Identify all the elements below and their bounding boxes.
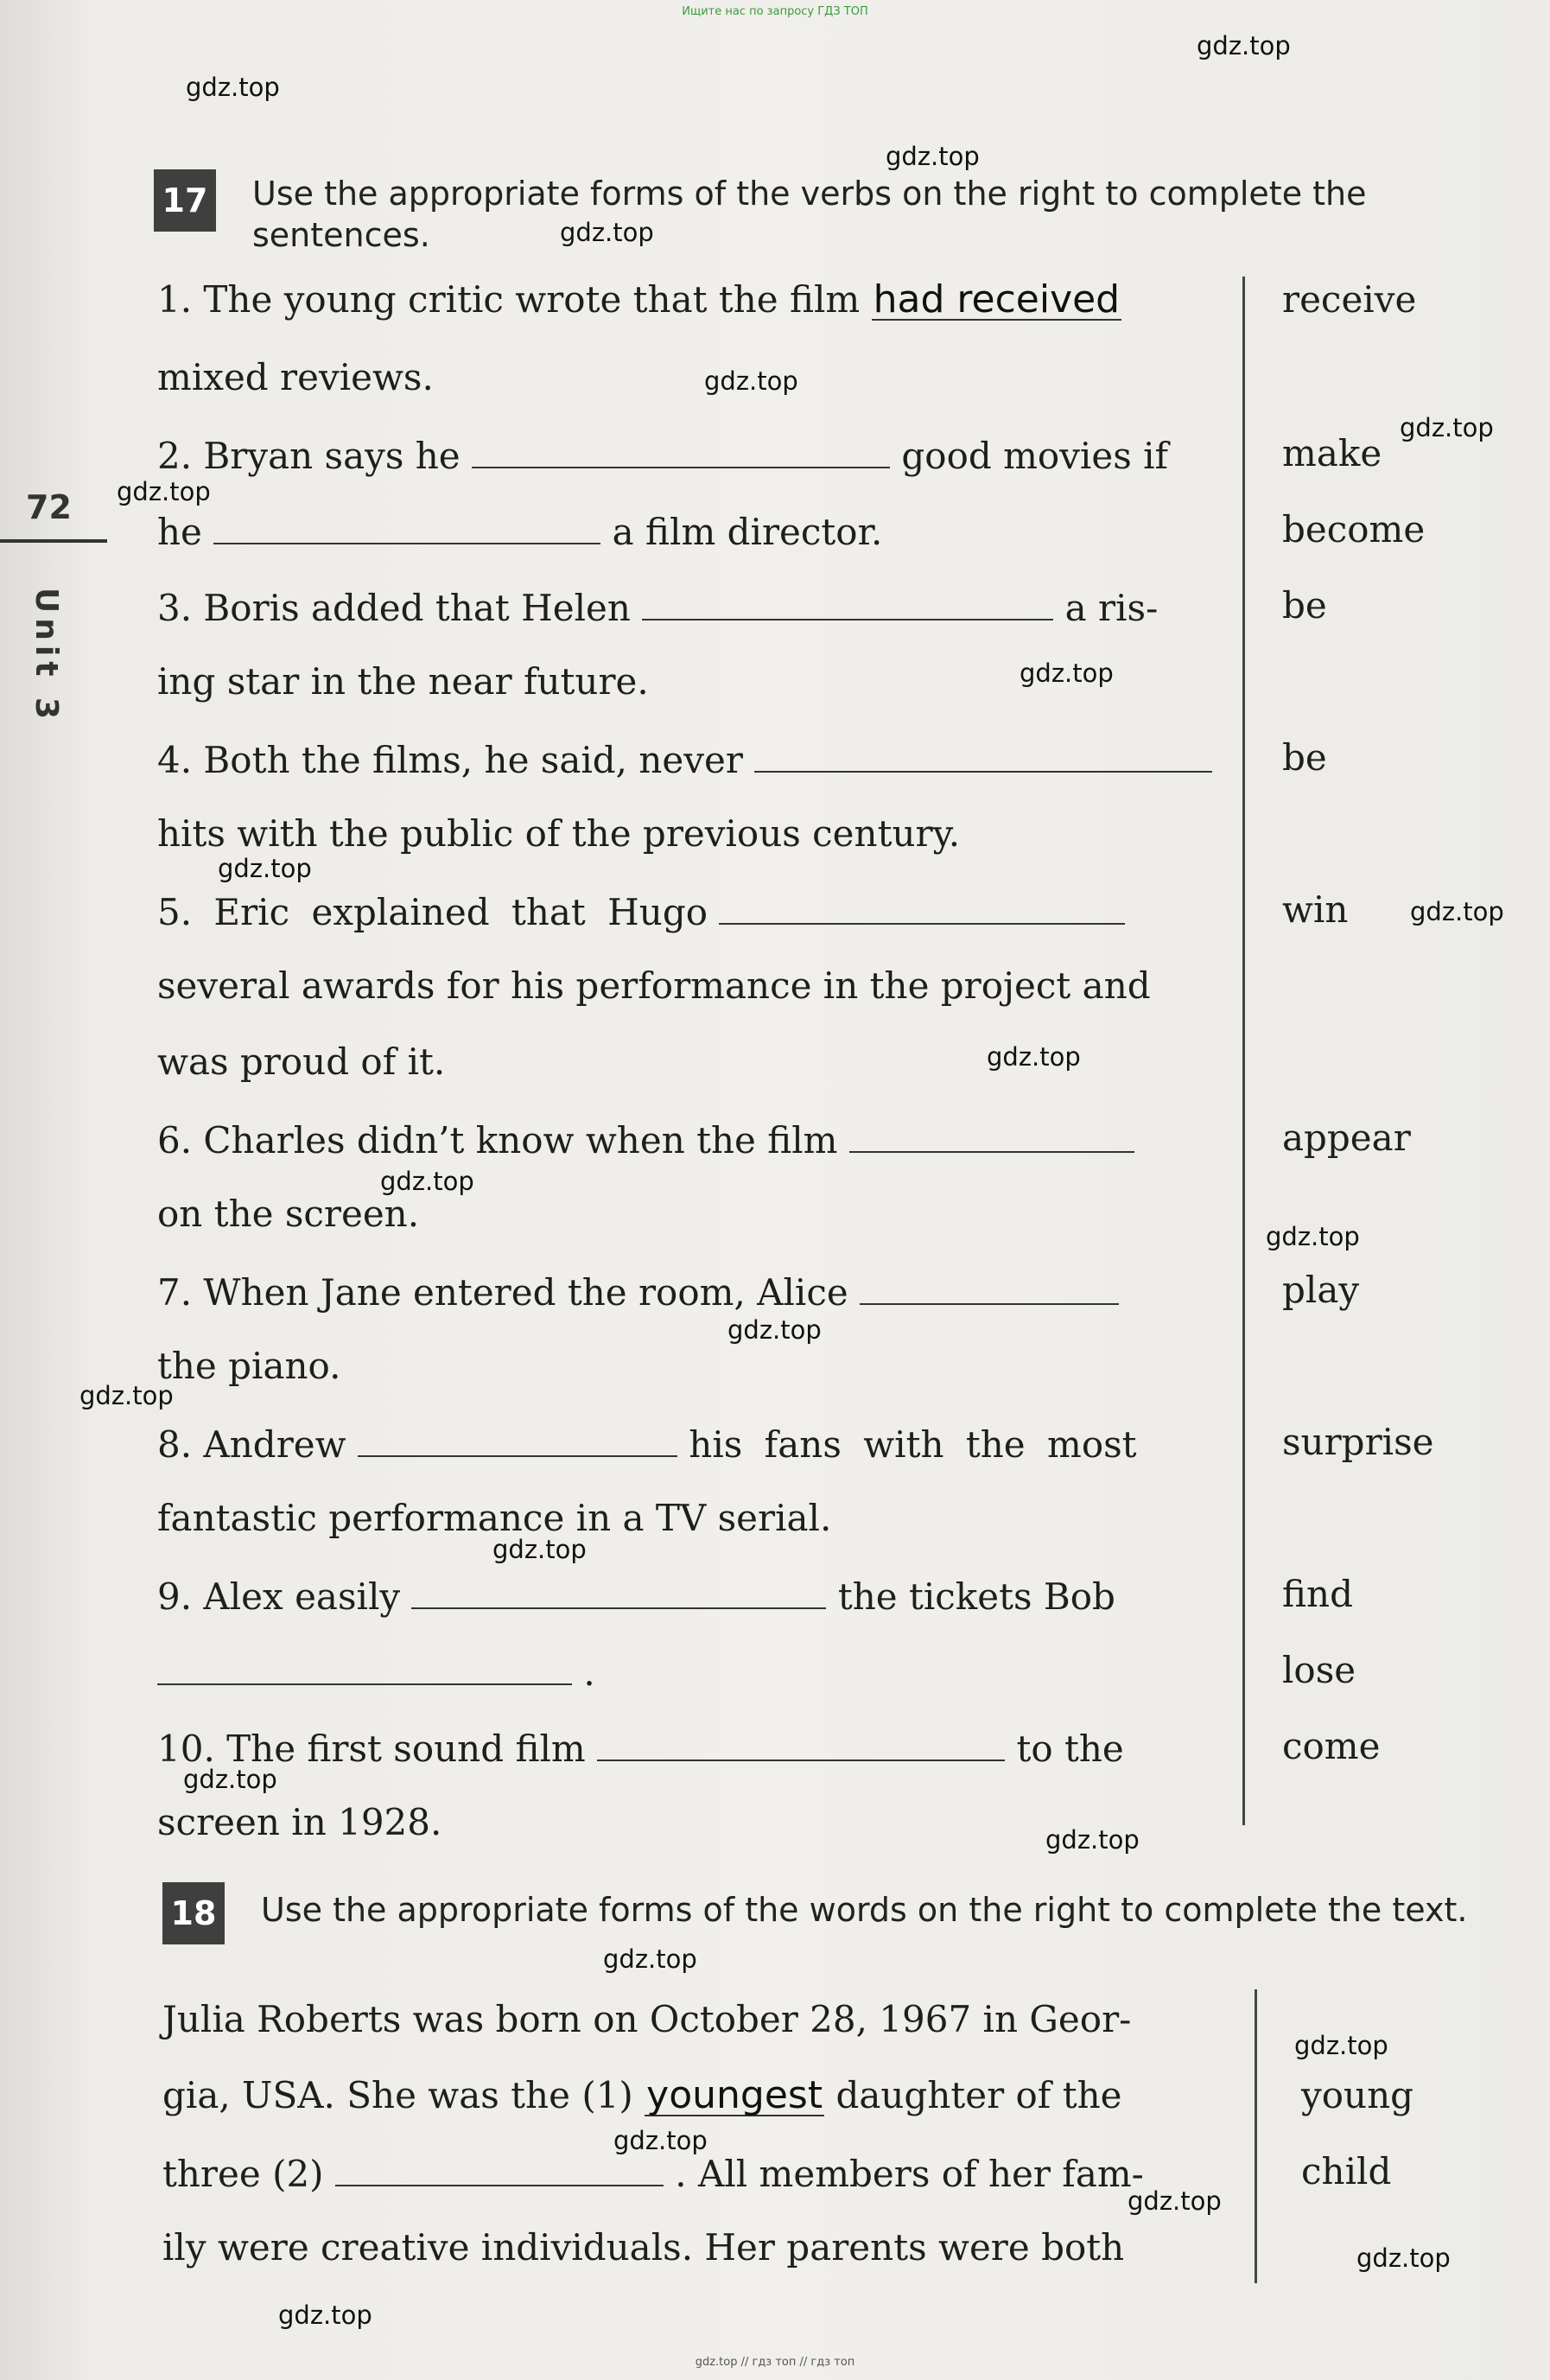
watermark: gdz.top (727, 1315, 822, 1345)
ex17-s9-blank-1[interactable] (411, 1573, 826, 1609)
exercise-18-number: 18 (162, 1882, 225, 1944)
word-child: child (1301, 2150, 1392, 2192)
exercise-18-instruction: Use the appropriate forms of the words on the right to complete the text. (261, 1891, 1468, 1929)
ex17-s10-blank[interactable] (597, 1725, 1005, 1761)
ex17-s3-text: 3. Boris added that Helen (157, 587, 631, 629)
ex17-s8-text-2: his fans with the most (689, 1423, 1137, 1466)
exercise-17-instruction: Use the appropriate forms of the verbs on the right to complete the sentences. (252, 175, 1367, 254)
ex17-s2-text-4: a film director. (612, 511, 883, 553)
ex18-text-line2-a: gia, USA. She was the (1) (162, 2074, 633, 2116)
ex17-s10-text: 10. The first sound film (157, 1728, 586, 1770)
unit-label-text: Unit 3 (29, 588, 64, 724)
verb-lose: lose (1282, 1649, 1356, 1691)
ex17-s9-text: 9. Alex easily (157, 1575, 401, 1618)
watermark: gdz.top (704, 366, 798, 396)
ex17-s2-blank-2[interactable] (213, 508, 600, 544)
ex18-text-line4: ily were creative individuals. Her parents were both (162, 2226, 1125, 2269)
exercise-17-number: 17 (154, 169, 216, 232)
ex17-s4-text: 4. Both the films, he said, never (157, 739, 743, 781)
ex17-s9-line1 (157, 1573, 1115, 1618)
ex17-s5-line2: several awards for his performance in the project and (157, 964, 1151, 1007)
ex17-s9-blank-2[interactable] (157, 1649, 572, 1685)
ex17-s3-line2: ing star in the near future. (157, 660, 649, 703)
ex18-text-line2-b: daughter of the (835, 2074, 1122, 2116)
ex18-text-line3-b: . All members of her fam- (675, 2153, 1144, 2195)
ex17-s6-line2: on the screen. (157, 1193, 420, 1235)
ex17-s2-line2 (157, 508, 882, 553)
ex17-s9-line2 (157, 1649, 595, 1694)
ex17-s6-blank[interactable] (849, 1117, 1134, 1153)
ex18-text-line2 (162, 2074, 1122, 2116)
top-note: Ищите нас по запросу ГДЗ ТОП (682, 5, 868, 18)
ex17-s10-text-2: to the (1016, 1728, 1124, 1770)
ex17-s3-blank[interactable] (642, 584, 1053, 620)
verb-become: become (1282, 508, 1426, 550)
verb-be: be (1282, 584, 1327, 627)
ex17-s5-line1 (157, 888, 1125, 933)
watermark: gdz.top (117, 477, 211, 506)
watermark: gdz.top (183, 1765, 277, 1794)
verb-appear: appear (1282, 1117, 1411, 1159)
ex17-s1-line1 (157, 278, 1121, 321)
page-number-rule (0, 539, 107, 543)
ex17-s2-line1 (157, 432, 1168, 477)
verb-be-2: be (1282, 736, 1327, 779)
watermark: gdz.top (186, 73, 280, 102)
ex17-s6-text: 6. Charles didn’t know when the film (157, 1119, 838, 1161)
ex17-s4-blank[interactable] (754, 736, 1212, 773)
ex17-s2-blank-1[interactable] (472, 432, 890, 468)
watermark: gdz.top (79, 1381, 174, 1410)
watermark: gdz.top (1266, 1222, 1360, 1251)
ex17-s10-line1 (157, 1725, 1124, 1770)
verb-win: win (1282, 888, 1349, 931)
ex17-s8-blank[interactable] (358, 1421, 677, 1457)
footer-note: gdz.top // гдз топ // гдз топ (695, 2356, 855, 2369)
watermark: gdz.top (886, 142, 980, 171)
watermark: gdz.top (603, 1944, 697, 1974)
ex17-s2-text-2: good movies if (901, 435, 1169, 477)
ex17-s5-line3: was proud of it. (157, 1040, 446, 1083)
verb-receive: receive (1282, 278, 1417, 321)
ex17-s7-text: 7. When Jane entered the room, Alice (157, 1271, 848, 1314)
ex17-s1-line2: mixed reviews. (157, 356, 434, 398)
ex17-s1-text: 1. The young critic wrote that the film (157, 278, 861, 321)
ex17-s3-text-2: a ris- (1064, 587, 1159, 629)
ex17-s2-text-3: he (157, 511, 202, 553)
ex17-s10-line2: screen in 1928. (157, 1801, 442, 1843)
ex17-s4-line1 (157, 736, 1212, 781)
verb-come: come (1282, 1725, 1381, 1767)
exercise-18-divider (1255, 1989, 1257, 2283)
ex17-s7-line1 (157, 1269, 1119, 1314)
ex17-s4-line2: hits with the public of the previous century. (157, 812, 961, 855)
ex17-s7-line2: the piano. (157, 1345, 341, 1387)
verb-play: play (1282, 1269, 1360, 1311)
watermark: gdz.top (987, 1042, 1081, 1072)
exercise-17-divider (1242, 277, 1245, 1825)
ex17-s9-text-3: . (583, 1651, 595, 1694)
watermark: gdz.top (278, 2300, 372, 2330)
ex17-s9-text-2: the tickets Bob (837, 1575, 1115, 1618)
ex17-s8-line1 (157, 1421, 1137, 1466)
ex17-s7-blank[interactable] (860, 1269, 1119, 1305)
watermark: gdz.top (380, 1167, 474, 1196)
watermark: gdz.top (560, 218, 654, 247)
verb-make: make (1282, 432, 1382, 474)
page-number: 72 (26, 488, 72, 526)
ex17-s8-line2: fantastic performance in a TV serial. (157, 1497, 832, 1539)
ex17-s3-line1 (157, 584, 1158, 629)
ex17-s5-blank[interactable] (719, 888, 1125, 925)
watermark: gdz.top (1294, 2031, 1388, 2060)
ex17-s1-answer[interactable]: had received (873, 277, 1121, 321)
watermark: gdz.top (1400, 413, 1494, 442)
ex18-text-line1: Julia Roberts was born on October 28, 1967 in Geor- (162, 1998, 1132, 2040)
ex18-blank-2[interactable] (335, 2150, 664, 2186)
ex17-s8-text: 8. Andrew (157, 1423, 346, 1466)
ex18-answer-1[interactable]: youngest (646, 2073, 823, 2117)
watermark: gdz.top (613, 2126, 708, 2155)
ex17-s6-line1 (157, 1117, 1134, 1161)
unit-label (26, 588, 69, 760)
watermark: gdz.top (1356, 2243, 1451, 2273)
watermark: gdz.top (1410, 897, 1504, 926)
watermark: gdz.top (1020, 659, 1114, 688)
watermark: gdz.top (492, 1535, 587, 1564)
ex17-s5-text: 5. Eric explained that Hugo (157, 891, 708, 933)
watermark: gdz.top (1045, 1825, 1140, 1855)
ex17-s2-text: 2. Bryan says he (157, 435, 461, 477)
ex18-text-line3 (162, 2150, 1144, 2195)
watermark: gdz.top (218, 854, 312, 883)
ex18-text-line3-a: three (2) (162, 2153, 324, 2195)
verb-surprise: surprise (1282, 1421, 1434, 1463)
verb-find: find (1282, 1573, 1353, 1615)
watermark: gdz.top (1128, 2186, 1222, 2216)
watermark: gdz.top (1197, 31, 1291, 60)
word-young: young (1301, 2074, 1413, 2116)
